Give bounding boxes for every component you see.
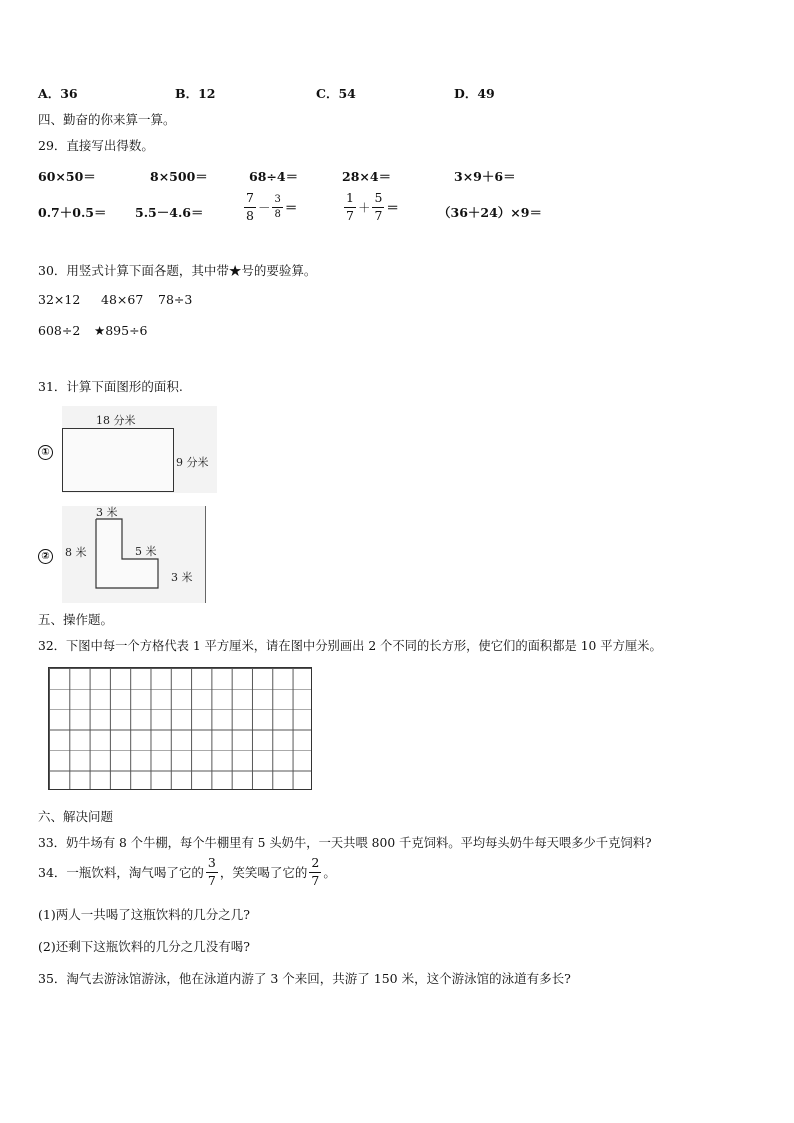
q30-item-1: 32×12 — [38, 292, 81, 307]
figure-1-top-label: 18 分米 — [96, 414, 136, 427]
q29-item-4: 28×4＝ — [342, 169, 392, 184]
figure-1-rectangle — [62, 406, 217, 493]
q31-title: 31．计算下面图形的面积. — [38, 379, 183, 394]
choice-a: A．36 — [38, 86, 78, 101]
section-6-heading: 六、解决问题 — [38, 809, 114, 824]
q29-item-6: 0.7＋0.5＝ — [38, 205, 107, 220]
figure-2-l-shape — [62, 506, 206, 603]
square-grid[interactable] — [48, 667, 312, 790]
frac-numerator: 3 — [274, 193, 281, 205]
q34-sub-2: (2)还剩下这瓶饮料的几分之几没有喝? — [38, 939, 250, 954]
q29-fraction-expr-1 — [242, 192, 297, 222]
frac-operator: － — [257, 200, 271, 215]
choice-d: D．49 — [454, 86, 495, 101]
frac-equals: ＝ — [284, 200, 298, 215]
figure-2-middle-label: 5 米 — [135, 545, 157, 558]
q33-text: 33．奶牛场有 8 个牛棚，每个牛棚里有 5 头奶牛，一天共喂 800 千克饲料。平均每头奶牛每天喂多少千克饲料? — [38, 836, 652, 850]
frac-numerator: 2 — [311, 855, 320, 870]
frac-denominator: 8 — [246, 207, 254, 223]
frac-denominator: 7 — [207, 872, 216, 888]
q29-item-10: （36＋24）×9＝ — [438, 205, 542, 220]
q29-item-3: 68÷4＝ — [249, 169, 299, 184]
q30-item-4: 608÷2 — [38, 323, 81, 338]
figure-1-label: ① — [38, 443, 53, 460]
frac-numerator: 7 — [246, 190, 254, 205]
choice-c: C．54 — [316, 86, 356, 101]
choice-b: B．12 — [175, 86, 216, 101]
figure-2-right-label: 3 米 — [171, 571, 193, 584]
q29-item-7: 5.5－4.6＝ — [135, 205, 204, 220]
frac-denominator: 7 — [311, 872, 320, 888]
frac-numerator: 1 — [346, 190, 354, 205]
q29-fraction-expr-2 — [342, 192, 399, 222]
q29-title: 29．直接写出得数。 — [38, 138, 154, 153]
q30-item-2: 48×67 — [101, 292, 144, 307]
frac-denominator: 7 — [346, 207, 354, 223]
q34-sub-1: (1)两人一共喝了这瓶饮料的几分之几? — [38, 907, 250, 922]
frac-numerator: 5 — [374, 190, 383, 205]
q32-title: 32．下图中每一个方格代表 1 平方厘米，请在图中分别画出 2 个不同的长方形，使它们的面积都是 10 平方厘米。 — [38, 639, 662, 653]
q34-text: 34．一瓶饮料，淘气喝了它的 $\frac{3}{7}$ ，笑笑喝了它的 $\frac{2}{7}$ 。 — [38, 855, 336, 888]
figure-1-side-label: 9 分米 — [176, 456, 209, 469]
frac-numerator: 3 — [207, 855, 216, 870]
q29-item-1: 60×50＝ — [38, 169, 96, 184]
rectangle-shape — [62, 428, 174, 492]
q30-title: 30．用竖式计算下面各题，其中带★号的要验算。 — [38, 263, 317, 278]
figure-2-label: ② — [38, 547, 53, 564]
figure-2-top-label: 3 米 — [96, 506, 118, 519]
frac-equals: ＝ — [386, 200, 399, 215]
frac-denominator: 7 — [374, 207, 383, 223]
frac-operator: ＋ — [357, 200, 371, 215]
q35-text: 35．淘气去游泳馆游泳，他在泳道内游了 3 个来回，共游了 150 米，这个游泳馆的泳道有多长? — [38, 971, 571, 986]
frac-denominator: 8 — [274, 208, 281, 220]
q30-item-5: ★895÷6 — [94, 323, 148, 338]
section-5-heading: 五、操作题。 — [38, 612, 114, 627]
q29-item-5: 3×9＋6＝ — [454, 169, 516, 184]
section-4-heading: 四、勤奋的你来算一算。 — [38, 112, 176, 127]
q30-item-3: 78÷3 — [158, 292, 193, 307]
q29-item-2: 8×500＝ — [150, 169, 208, 184]
figure-2-left-label: 8 米 — [65, 546, 87, 559]
